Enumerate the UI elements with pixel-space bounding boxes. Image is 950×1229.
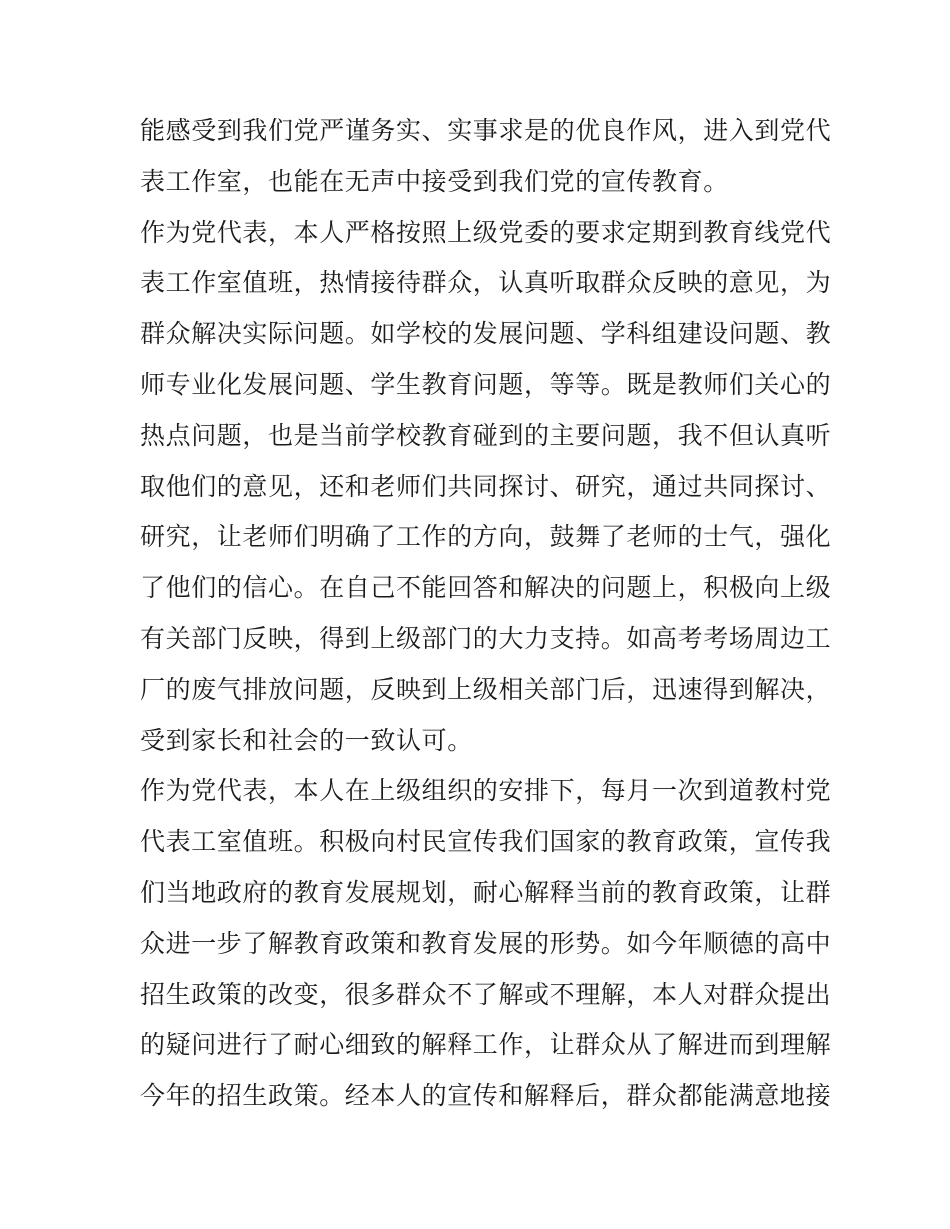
text-line: 受到家长和社会的一致认可。 <box>140 725 473 755</box>
body-text <box>140 106 832 1122</box>
text-line: 今年的招生政策。经本人的宣传和解释后，群众都能满意地接 <box>140 1081 832 1111</box>
text-line: 表工作室值班，热情接待群众，认真听取群众反映的意见，为 <box>140 268 832 298</box>
text-line: 作为党代表，本人严格按照上级党委的要求定期到教育线党代 <box>140 217 832 247</box>
text-line: 招生政策的改变，很多群众不了解或不理解，本人对群众提出 <box>140 979 832 1009</box>
text-line: 取他们的意见，还和老师们共同探讨、研究，通过共同探讨、 <box>140 471 832 501</box>
text-line: 们当地政府的教育发展规划，耐心解释当前的教育政策，让群 <box>140 877 832 907</box>
text-line: 众进一步了解教育政策和教育发展的形势。如今年顺德的高中 <box>140 928 832 958</box>
text-line: 作为党代表，本人在上级组织的安排下，每月一次到道教村党 <box>140 776 832 806</box>
text-line: 代表工室值班。积极向村民宣传我们国家的教育政策，宣传我 <box>140 827 832 857</box>
text-line: 研究，让老师们明确了工作的方向，鼓舞了老师的士气，强化 <box>140 522 832 552</box>
text-line: 表工作室，也能在无声中接受到我们党的宣传教育。 <box>140 166 729 196</box>
text-line: 师专业化发展问题、学生教育问题，等等。既是教师们关心的 <box>140 369 832 399</box>
text-line: 了他们的信心。在自己不能回答和解决的问题上，积极向上级 <box>140 573 832 603</box>
text-line: 的疑问进行了耐心细致的解释工作，让群众从了解进而到理解 <box>140 1030 832 1060</box>
text-line: 厂的废气排放问题，反映到上级相关部门后，迅速得到解决， <box>140 674 832 704</box>
text-line: 热点问题，也是当前学校教育碰到的主要问题，我不但认真听 <box>140 420 832 450</box>
text-line: 群众解决实际问题。如学校的发展问题、学科组建设问题、教 <box>140 319 832 349</box>
text-line: 能感受到我们党严谨务实、实事求是的优良作风，进入到党代 <box>140 116 832 145</box>
text-line: 有关部门反映，得到上级部门的大力支持。如高考考场周边工 <box>140 623 832 653</box>
